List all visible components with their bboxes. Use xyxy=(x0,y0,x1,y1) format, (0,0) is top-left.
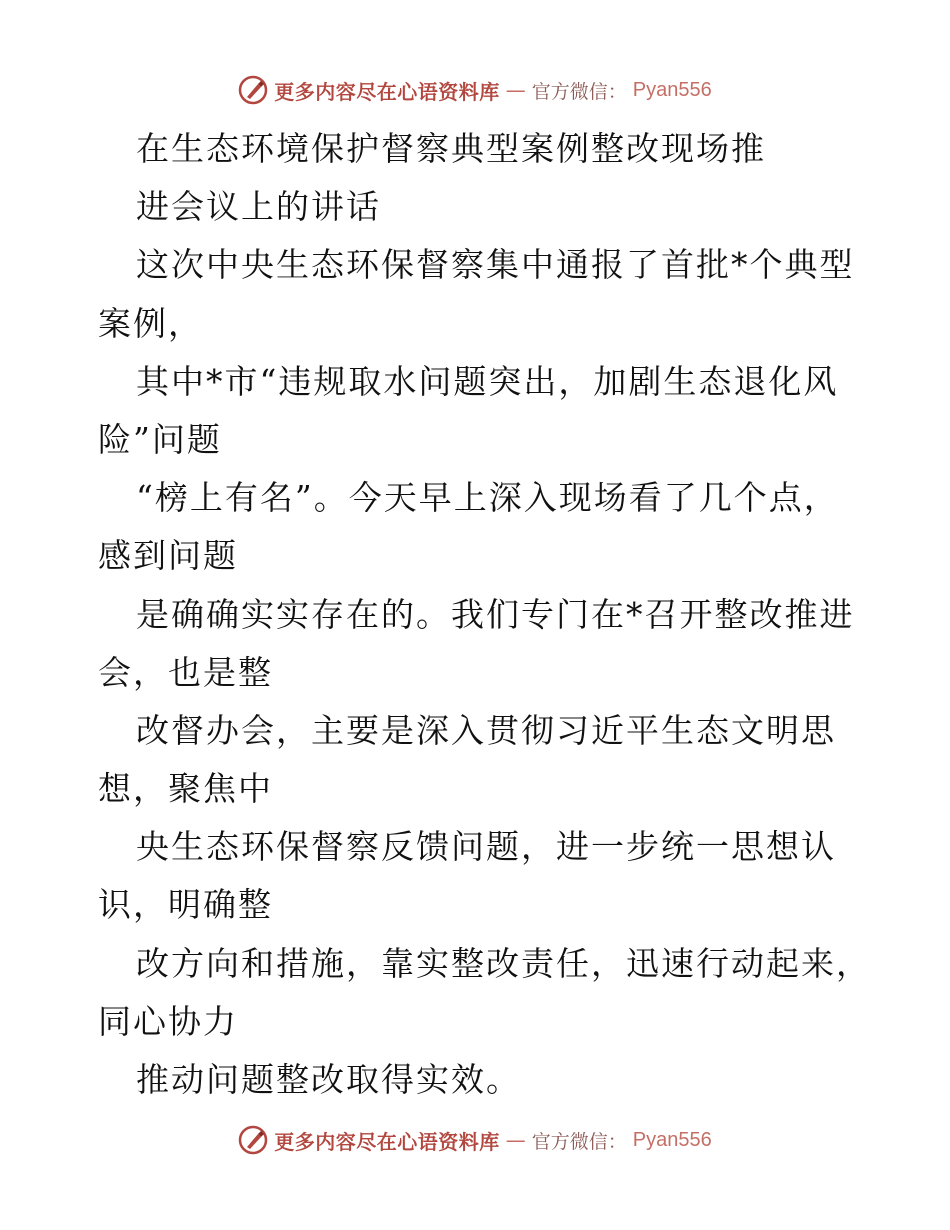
paragraph-line: 央生态环保督察反馈问题，进一步统一思想认 xyxy=(136,827,836,867)
paragraph-line: 其中*市“违规取水问题突出，加剧生态退化风 xyxy=(136,361,839,401)
watermark-wechat-id: Pyan556 xyxy=(632,1128,712,1151)
paragraph-line: 险”问题 xyxy=(98,419,222,459)
paragraph-line: 会，也是整 xyxy=(98,652,273,692)
watermark-separator: — xyxy=(505,78,526,102)
pen-logo-icon xyxy=(238,1125,268,1155)
paragraph-line: 识，明确整 xyxy=(98,885,273,925)
paragraph-line: 改方向和措施，靠实整改责任，迅速行动起来， xyxy=(136,943,871,983)
watermark-main-text: 更多内容尽在心语资料库 xyxy=(274,1129,500,1154)
watermark-main-text: 更多内容尽在心语资料库 xyxy=(274,79,500,104)
paragraph-line: “榜上有名”。今天早上深入现场看了几个点， xyxy=(136,478,839,518)
watermark-wechat-label: 官方微信： xyxy=(531,80,627,103)
paragraph-line: 改督办会，主要是深入贯彻习近平生态文明思 xyxy=(136,710,836,750)
pen-logo-icon xyxy=(238,75,268,105)
paragraph-line: 案例， xyxy=(98,303,203,343)
paragraph-line: 推动问题整改取得实效。 xyxy=(136,1060,521,1099)
title-line-1: 在生态环境保护督察典型案例整改现场推 xyxy=(136,129,766,168)
watermark-separator: — xyxy=(505,1128,526,1152)
watermark-header xyxy=(0,70,950,110)
paragraph-line: 是确确实实存在的。我们专门在*召开整改推进 xyxy=(136,594,855,634)
paragraph-line: 感到问题 xyxy=(98,536,238,576)
title-line-2: 进会议上的讲话 xyxy=(136,187,381,227)
document-body xyxy=(98,120,871,1109)
watermark-wechat-label: 官方微信： xyxy=(531,1130,627,1153)
watermark-wechat-id: Pyan556 xyxy=(632,78,712,101)
paragraph-line: 这次中央生态环保督察集中通报了首批*个典型 xyxy=(136,245,855,285)
paragraph-line: 想，聚焦中 xyxy=(98,769,273,809)
paragraph-line: 同心协力 xyxy=(98,1001,238,1041)
watermark-footer xyxy=(0,1120,950,1160)
